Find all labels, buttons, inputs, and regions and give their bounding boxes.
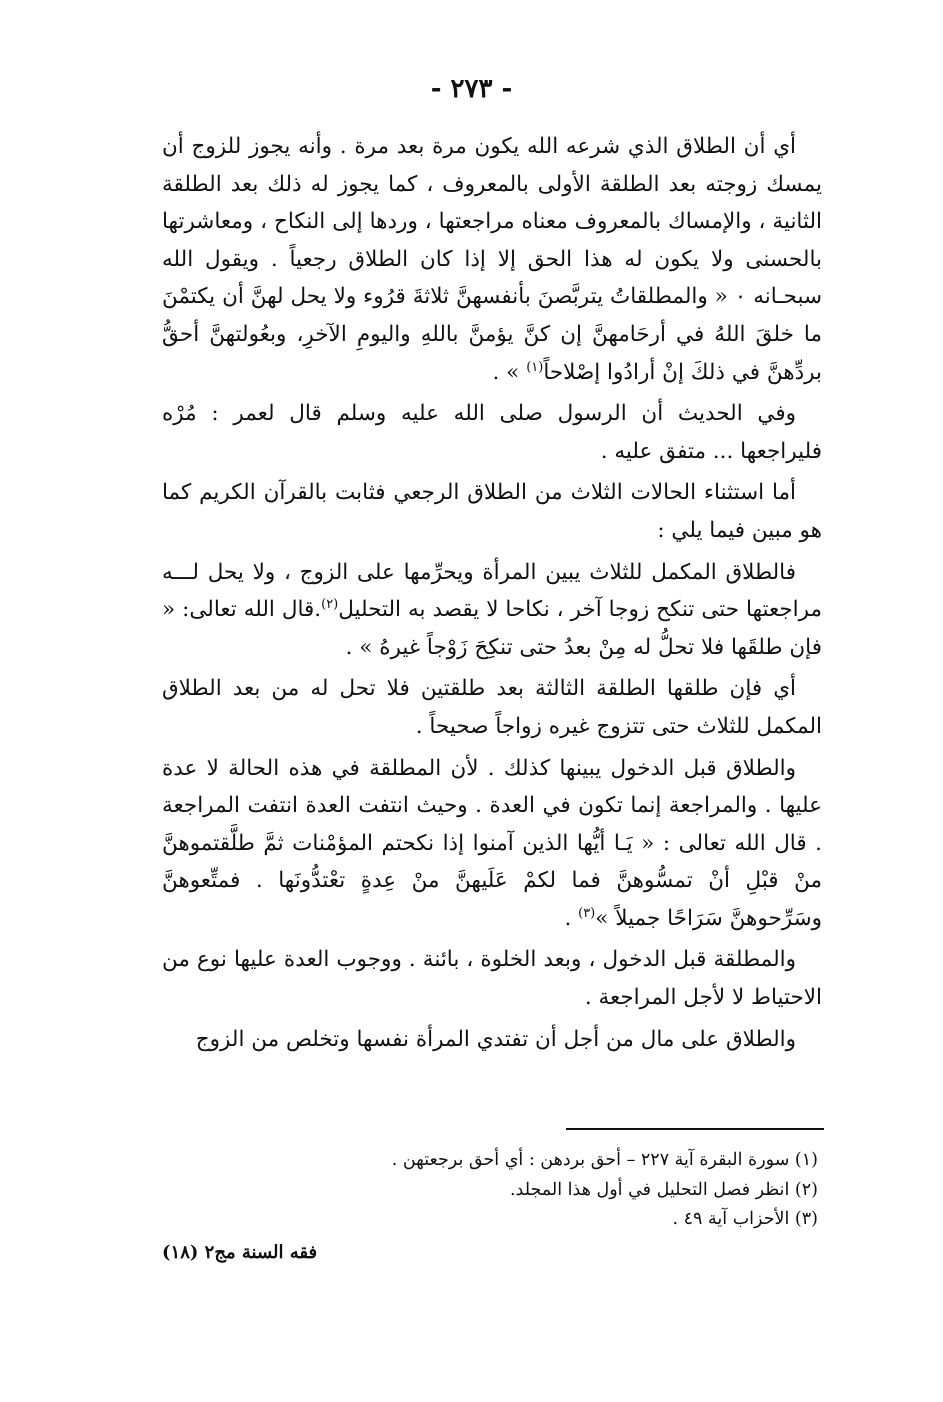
paragraph-8: والطلاق على مال من أجل أن تفتدي المرأة نفسها وتخلص من الزوج [195, 1026, 796, 1052]
paragraph-4 [162, 554, 822, 667]
paragraph-1 [162, 128, 822, 391]
paragraph-4-text: فالطلاق المكمل للثلاث يبين المرأة ويحرِّمها على الزوج ، ولا يحل لـــه مراجعتها حتى تنكح زوجا آخر ، نكاحا لا يقصد به التحليل [162, 559, 822, 623]
paragraph-3: أما استثناء الحالات الثلاث من الطلاق الرجعي فثابت بالقرآن الكريم كما هو مبين فيما يلي : [162, 480, 822, 543]
footnotes [162, 1146, 818, 1235]
paragraph-2: وفي الحديث أن الرسول صلى الله عليه وسلم قال لعمر : مُرْه فليراجعها ... متفق عليه . [162, 401, 822, 464]
paragraph-6 [162, 750, 822, 938]
paragraph-1-end: » . [492, 359, 527, 385]
paragraph-5: أي فإن طلقها الطلقة الثالثة بعد طلقتين فلا تحل له من بعد الطلاق المكمل للثلاث حتى تتزوج غيره زواجاً صحيحاً . [162, 676, 822, 739]
paragraph-4-end: .قال الله تعالى: « فإن طلقَها فلا تحلُّ له مِنْ بعدُ حتى تنكِحَ زَوْجاً غيرهُ » . [162, 597, 822, 660]
paragraph-6-end: . [564, 905, 579, 931]
paragraph-1-text: أي أن الطلاق الذي شرعه الله يكون مرة بعد مرة . وأنه يجوز للزوج أن يمسك زوجته بعد الطلقة الأولى بالمعروف ، كما يجوز له ذلك بعد الطلقة الثانية ، والإمساك بالمعروف معناه مراجعتها ، وردها إلى النكاح ، ومعاشرتها بالحسنى ولا يكون له هذا الحق إلا إذا كان الطلاق رجعياً . ويقول الله سبحـانه ٠ « والمطلقاتُ يتربَّصنَ بأنفسهنَّ ثلاثةَ قرُوء ولا يحل لهنَّ أن يكتمْنَ ما خلقَ اللهُ في أرحَامهنَّ إن كنَّ يؤمنَّ باللهِ واليومِ الآخرِ، وبعُولتهنَّ أحقُّ بردِّهنَّ في ذلكَ إنْ أرادُوا إصْلاحاً [162, 134, 822, 385]
footnote-divider [566, 1128, 824, 1130]
book-signature: فقه السنة مج٢ (١٨) [162, 1242, 318, 1263]
footnote-ref-3: (٣) [578, 905, 596, 921]
footnote-ref-2: (٢) [321, 596, 339, 612]
page-number: - ٢٧٣ - [430, 74, 513, 104]
paragraph-7: والمطلقة قبل الدخول ، وبعد الخلوة ، بائنة . ووجوب العدة عليها نوع من الاحتياط لا لأجل المراجعة . [162, 947, 822, 1011]
footnote-ref-1: (١) [526, 359, 544, 375]
footnote-1: (١) سورة البقرة آية ٢٢٧ – أحق بردهن : أي أحق برجعتهن . [391, 1150, 818, 1170]
footnote-2: (٢) انظر فصل التحليل في أول هذا المجلد. [509, 1179, 818, 1200]
footnote-3: (٣) الأحزاب آية ٤٩ . [672, 1209, 818, 1229]
paragraph-6-text: والطلاق قبل الدخول يبينها كذلك . لأن المطلقة في هذه الحالة لا عدة عليها . والمراجعة إنما تكون في العدة . وحيث انتفت العدة انتفت المراجعة . قال الله تعالى : « يَـا أيُّها الذين آمنوا إذا نكحتم المؤمْنات ثمَّ طلَّقتموهنَّ منْ قبْلِ أنْ تمسُّوهنَّ فما لكمْ عَلَيهنَّ منْ عِدةٍ تعْتدُّونَها . فمتِّعوهنَّ وسَرِّحوهنَّ سَرَاحًا جميلاً » [162, 755, 822, 931]
body-text [162, 128, 822, 1058]
